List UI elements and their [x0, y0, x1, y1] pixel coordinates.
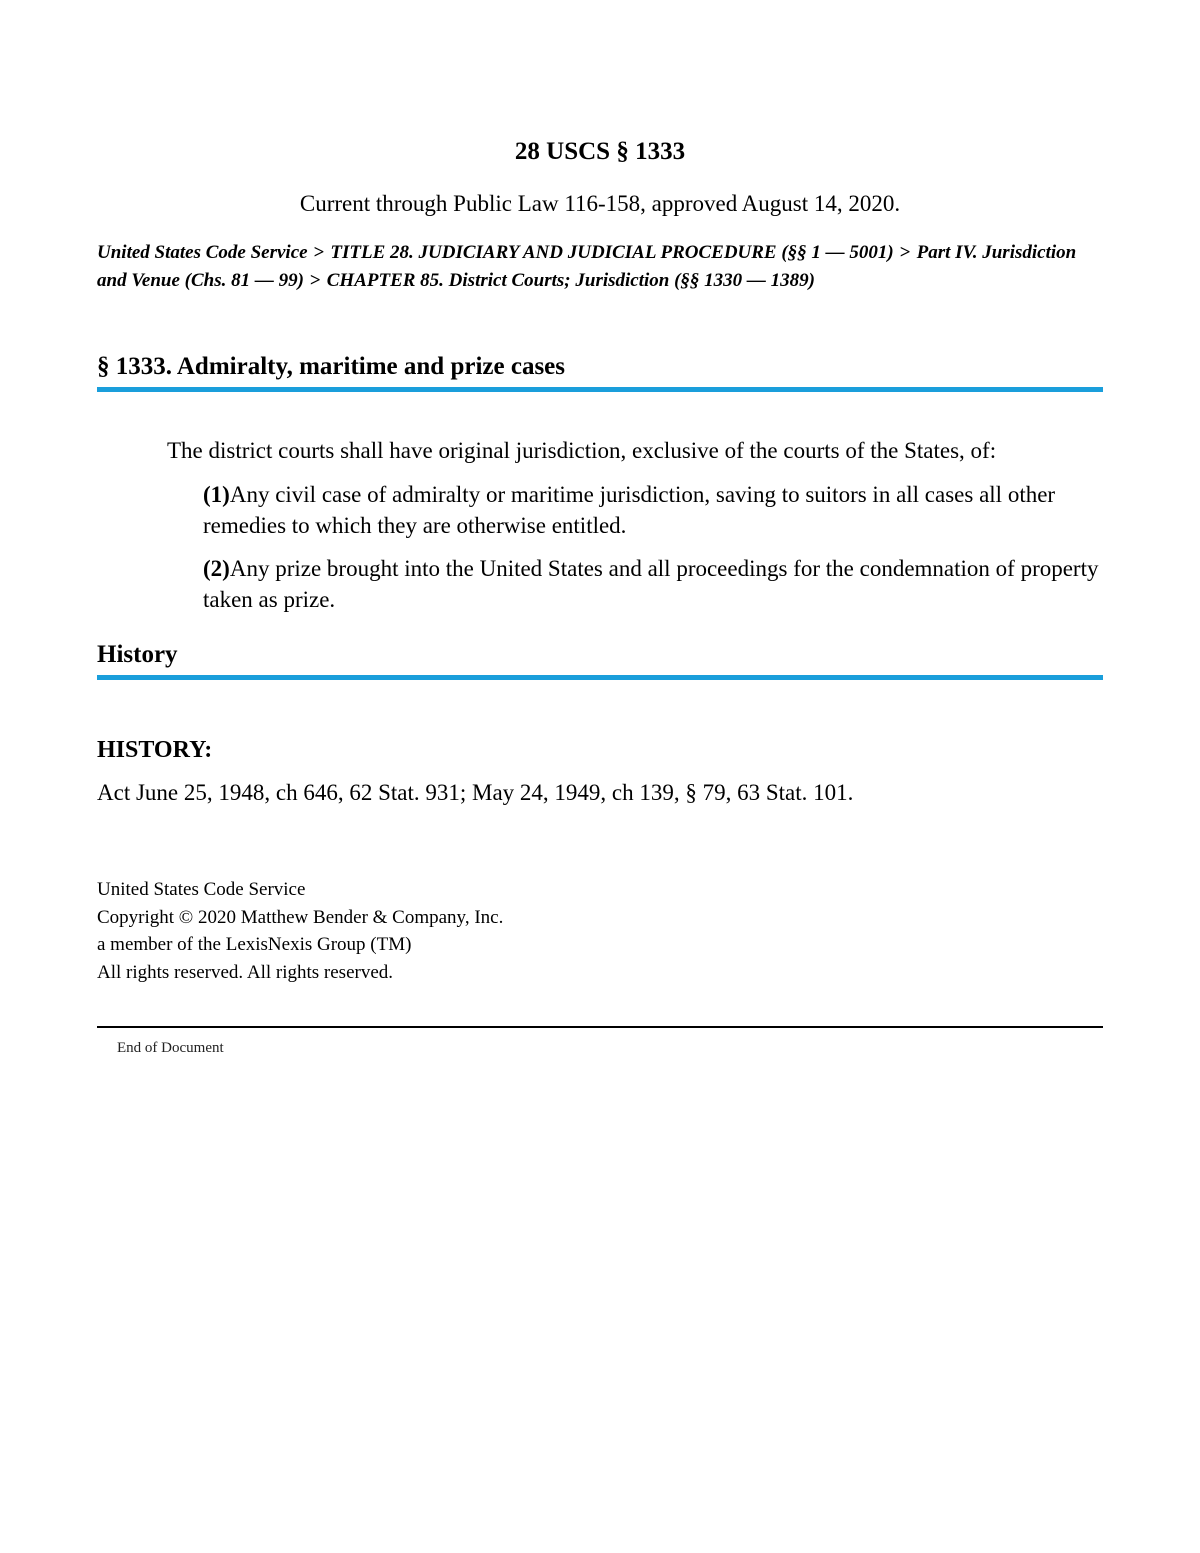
- section-intro: The district courts shall have original jurisdiction, exclusive of the courts of the States, of:: [167, 438, 997, 463]
- copyright-line: Copyright © 2020 Matthew Bender & Company, Inc.: [97, 906, 504, 928]
- history-heading: History: [97, 639, 1103, 680]
- copyright-line: United States Code Service: [97, 879, 306, 900]
- breadcrumb-item-title[interactable]: TITLE 28. JUDICIARY AND JUDICIAL PROCEDURE (§§ 1 — 5001): [330, 242, 894, 263]
- copyright-line: All rights reserved. All rights reserved.: [97, 961, 394, 983]
- breadcrumb-separator: >: [309, 270, 321, 291]
- copyright-block: [97, 876, 503, 986]
- breadcrumb-item-service[interactable]: United States Code Service: [97, 242, 308, 263]
- document-title: 28 USCS § 1333: [514, 138, 686, 165]
- item-number: (2): [203, 556, 230, 581]
- item-number: (1): [203, 482, 230, 507]
- section-heading: § 1333. Admiralty, maritime and prize cases: [97, 351, 1103, 392]
- item-text: Any civil case of admiralty or maritime jurisdiction, saving to suitors in all cases all other remedies to which they are otherwise entitled.: [203, 482, 1056, 538]
- list-item: [203, 479, 1103, 541]
- history-label: HISTORY:: [97, 737, 213, 763]
- item-text: Any prize brought into the United States and all proceedings for the condemnation of property taken as prize.: [203, 556, 1099, 612]
- list-item: [203, 553, 1103, 615]
- end-divider: [97, 1026, 1103, 1028]
- breadcrumb-separator: >: [313, 242, 325, 263]
- breadcrumb-item-chapter[interactable]: CHAPTER 85. District Courts; Jurisdiction (§§ 1330 — 1389): [326, 270, 815, 291]
- breadcrumb-item-part[interactable]: Part IV. Jurisdiction and Venue (Chs. 81 — 99): [97, 242, 1077, 291]
- currency-note: Current through Public Law 116-158, approved August 14, 2020.: [299, 191, 901, 216]
- breadcrumb-separator: >: [899, 242, 911, 263]
- history-text: Act June 25, 1948, ch 646, 62 Stat. 931; May 24, 1949, ch 139, § 79, 63 Stat. 101.: [97, 780, 854, 805]
- copyright-line: a member of the LexisNexis Group (TM): [97, 934, 412, 955]
- breadcrumb: [97, 239, 1103, 295]
- end-of-document: End of Document: [117, 1040, 224, 1056]
